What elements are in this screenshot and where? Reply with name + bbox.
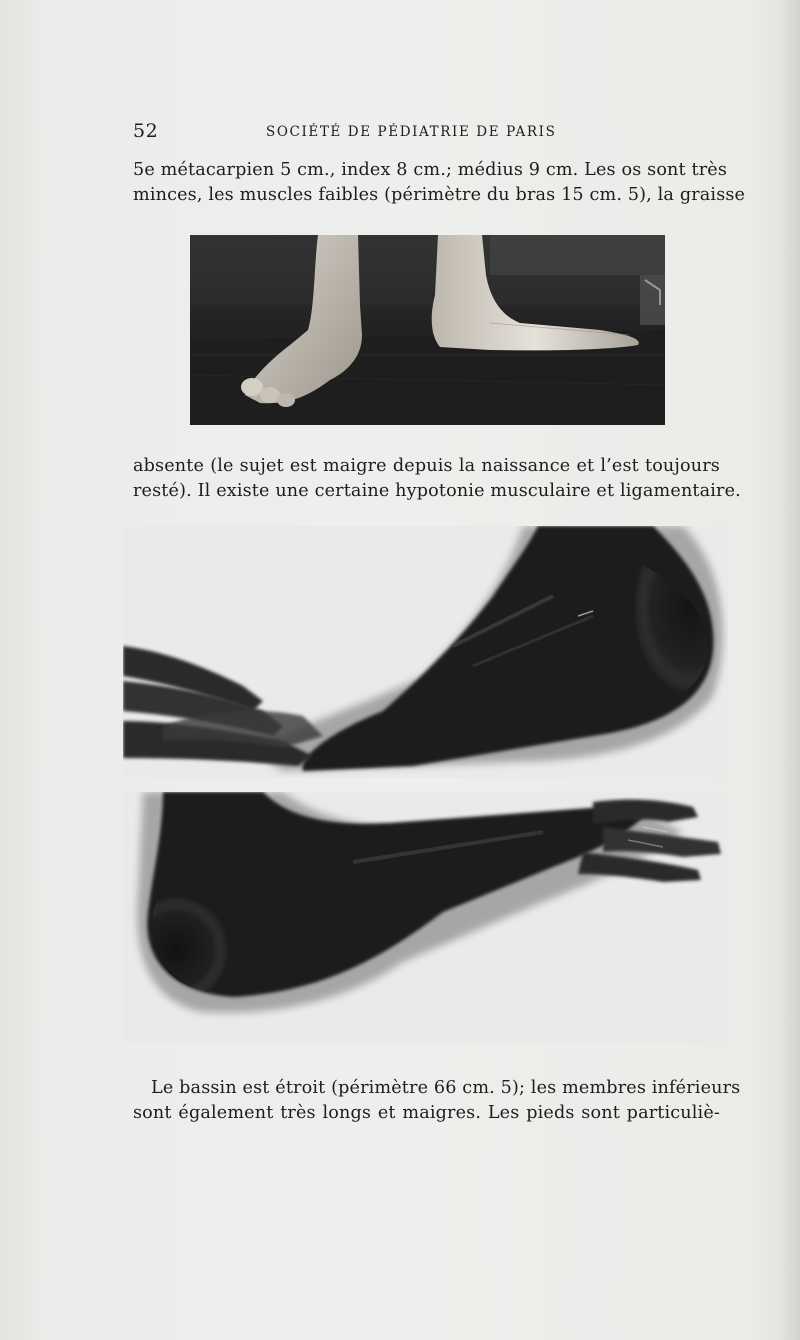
paragraph-3-line-2: sont également très longs et maigres. Les pieds sont particuliè-	[133, 1103, 720, 1123]
xray-foot-upper-image	[123, 526, 728, 778]
paragraph-1-line-1: 5e métacarpien 5 cm., index 8 cm.; médius 9 cm. Les os sont très	[133, 160, 728, 180]
running-head: SOCIÉTÉ DE PÉDIATRIE DE PARIS	[266, 124, 557, 140]
paragraph-1	[133, 158, 746, 208]
paragraph-3-line-1: Le bassin est étroit (périmètre 66 cm. 5); les membres inférieurs	[151, 1078, 741, 1098]
paragraph-2-line-1: absente (le sujet est maigre depuis la naissance et l’est toujours	[133, 456, 720, 476]
xray-foot-lower-image	[123, 792, 728, 1044]
feet-photograph-image	[190, 235, 665, 425]
feet-photograph	[190, 235, 665, 425]
xray-foot-upper	[123, 526, 728, 778]
paragraph-2	[133, 454, 741, 504]
paragraph-3	[133, 1076, 741, 1126]
page-number: 52	[133, 120, 159, 142]
page-header	[133, 120, 720, 144]
paragraph-1-line-2: minces, les muscles faibles (périmètre du bras 15 cm. 5), la graisse	[133, 185, 746, 205]
xray-foot-lower	[123, 792, 728, 1044]
paragraph-2-line-2: resté). Il existe une certaine hypotonie musculaire et ligamentaire.	[133, 481, 741, 501]
page-edge-shadow	[780, 0, 800, 1340]
